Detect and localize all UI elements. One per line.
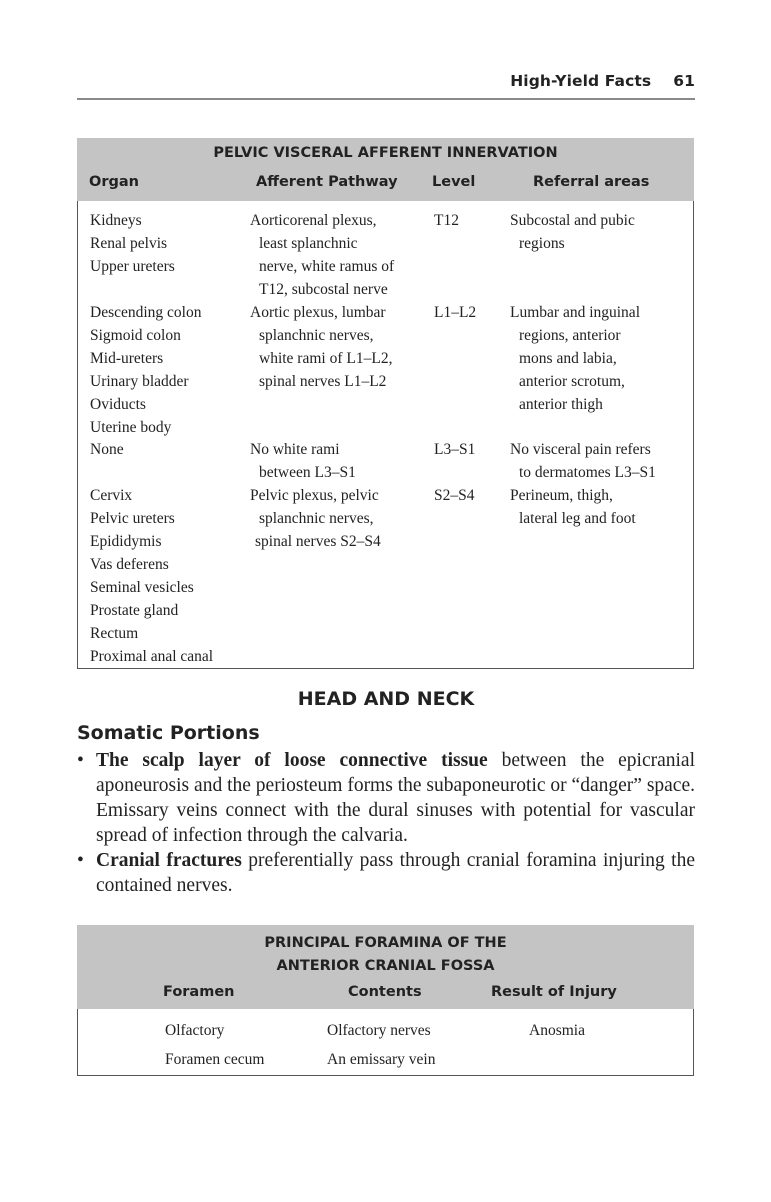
table-row-1-level: T12 [434,212,459,229]
pathway-line: Aortic plexus, lumbar [250,304,386,321]
table-row-1-pathway [250,209,394,301]
organ: Upper ureters [90,258,175,275]
organ: Prostate gland [90,602,179,619]
subheading: Somatic Portions [77,722,260,744]
referral-line: mons and labia, [519,350,617,367]
referral-line: Subcostal and pubic [510,212,635,229]
organ: Cervix [90,487,133,504]
running-head-title: High-Yield Facts [510,72,652,90]
table-title [77,932,694,978]
organ: Kidneys [90,212,142,229]
table-row-2-pathway [250,301,392,393]
column-header-level: Level [432,174,476,190]
organ: Epididymis [90,533,162,550]
column-header-organ: Organ [89,174,139,190]
table-row-2-referral [510,301,640,416]
table-row-3-referral [510,438,656,484]
column-header-foramen: Foramen [163,984,235,1000]
pathway-line: white rami of L1–L2, [259,350,393,367]
referral-line: to dermatomes L3–S1 [519,464,656,481]
pathway-line: between L3–S1 [259,464,356,481]
table-header [77,925,694,1009]
table-row-4-level: S2–S4 [434,487,475,504]
pathway-line: spinal nerves L1–L2 [259,373,387,390]
contents-cell: An emissary vein [327,1051,436,1068]
table-row-1-organs [90,209,175,278]
table-row-3-pathway [250,438,356,484]
referral-line: regions, anterior [519,327,621,344]
column-header-contents: Contents [348,984,422,1000]
table-row [529,1019,585,1042]
table-row-3-organs [90,438,124,461]
pelvic-afferent-table [77,138,694,669]
referral-line: No visceral pain refers [510,441,651,458]
organ: Vas deferens [90,556,169,573]
table-row [327,1048,435,1071]
bullet-icon: • [77,850,84,871]
table-title-line: PRINCIPAL FORAMINA OF THE [264,935,507,951]
column-header-referral: Referral areas [533,174,650,190]
table-row-4-organs [90,484,213,668]
pathway-line: least splanchnic [259,235,358,252]
organ: Proximal anal canal [90,648,214,665]
organ: Rectum [90,625,139,642]
table-row-2-organs [90,301,201,439]
table-header [77,138,694,201]
referral-line: anterior scrotum, [519,373,625,390]
table-row-3-level: L3–S1 [434,441,476,458]
running-head [77,72,695,100]
organ: Renal pelvis [90,235,168,252]
column-header-result: Result of Injury [491,984,617,1000]
bullet-text: between the epicranial aponeurosis and the periosteum forms the subaponeurotic or “danger” space. Emissary veins connect with the dural sinuses with potential for vascular spread of infection through the calvaria. [96,750,696,846]
organ: None [90,441,124,458]
page-number: 61 [673,72,695,90]
referral-line: lateral leg and foot [519,510,636,527]
organ: Seminal vesicles [90,579,194,596]
pathway-line: No white rami [250,441,340,458]
organ: Sigmoid colon [90,327,181,344]
pathway-line: Pelvic plexus, pelvic [250,487,379,504]
pathway-line: nerve, white ramus of [259,258,395,275]
referral-line: Lumbar and inguinal [510,304,640,321]
bullet-list [77,748,695,898]
organ: Uterine body [90,419,172,436]
organ: Oviducts [90,396,146,413]
bullet-text: preferentially pass through cranial foramina injuring the contained nerves. [96,850,695,896]
bullet-term: The scalp layer of loose connective tissue [96,750,488,771]
cranial-foramina-table [77,925,694,1076]
bullet-icon: • [77,750,84,771]
table-row-4-pathway [250,484,381,553]
column-header-pathway: Afferent Pathway [256,174,398,190]
pathway-line: splanchnic nerves, [259,327,374,344]
table-row-4-referral [510,484,636,530]
table-title-line: ANTERIOR CRANIAL FOSSA [276,958,495,974]
organ: Pelvic ureters [90,510,175,527]
organ: Urinary bladder [90,373,189,390]
table-row [165,1019,224,1042]
foramen-cell: Foramen cecum [165,1051,265,1068]
organ: Descending colon [90,304,202,321]
section-heading: HEAD AND NECK [297,688,475,710]
list-item [77,848,695,898]
list-item [77,748,695,848]
table-row [165,1048,264,1071]
table-row-1-referral [510,209,635,255]
pathway-line: T12, subcostal nerve [259,281,388,298]
referral-line: Perineum, thigh, [510,487,613,504]
table-title: PELVIC VISCERAL AFFERENT INNERVATION [213,145,558,161]
pathway-line: spinal nerves S2–S4 [255,533,381,550]
referral-line: anterior thigh [519,396,603,413]
contents-cell: Olfactory nerves [327,1022,431,1039]
table-row-2-level: L1–L2 [434,304,477,321]
result-cell: Anosmia [529,1022,585,1039]
pathway-line: Aorticorenal plexus, [250,212,377,229]
referral-line: regions [519,235,565,252]
pathway-line: splanchnic nerves, [259,510,374,527]
table-row [327,1019,431,1042]
organ: Mid-ureters [90,350,164,367]
foramen-cell: Olfactory [165,1022,225,1039]
bullet-term: Cranial fractures [96,850,242,871]
